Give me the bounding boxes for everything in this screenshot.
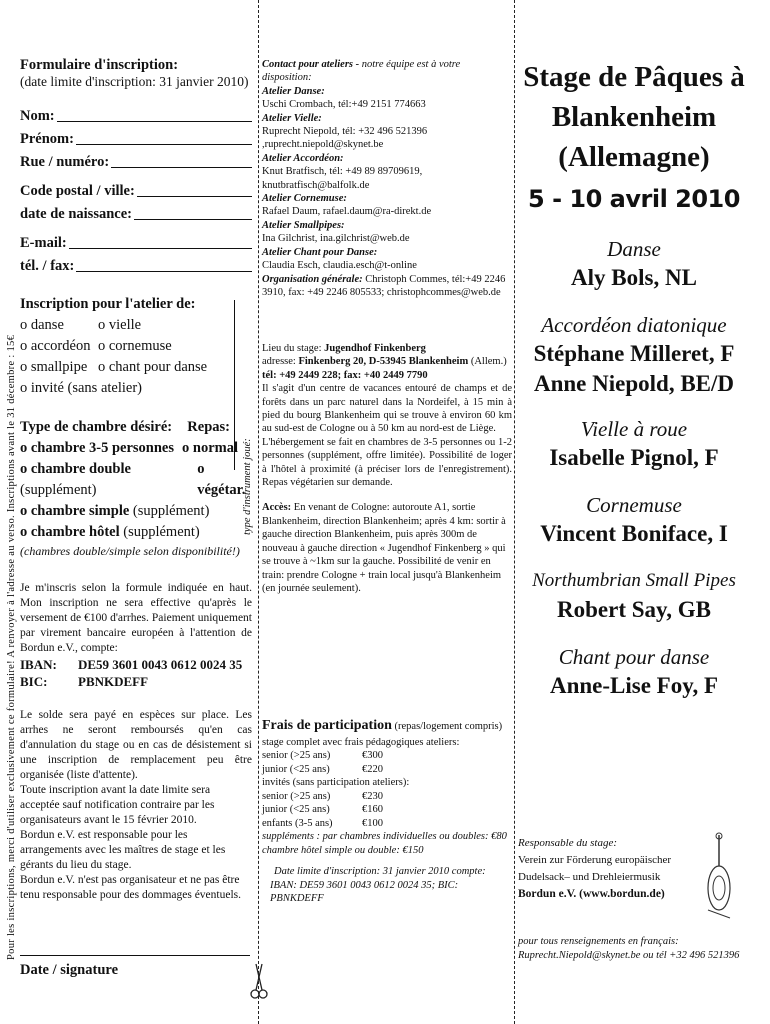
contact-text: Claudia Esch, claudia.esch@t-online [262, 260, 417, 272]
room-option[interactable]: o chambre simple (supplément) [20, 503, 210, 519]
fee-row: senior (>25 ans) €300 [262, 750, 383, 762]
venue-name: Lieu du stage: Jugendhof Finkenberg [262, 343, 426, 354]
margin-vertical-text: Pour les inscriptions, merci d'utiliser exclusivement ce formulaire! A renvoyer à l'adresse au verso. Inscriptions avant le 31 décembre : 15€ [6, 334, 17, 960]
venue-description: Il s'agit d'un centre de vacances entouré de champs et de forêts dans un parc naturel dans la Nordeifel, à 15 min à pied du bourg Blankenheim qui se trouve à environ 60 km au sud-est de Cologne ou à 50 km au nord-est de Liège. [262, 383, 512, 435]
room-option[interactable]: o chambre double (supplément) [20, 461, 131, 498]
organizer-line: Dudelsack– und Drehleiermusik [518, 871, 661, 883]
workshop [518, 311, 750, 399]
meal-heading: Repas: [187, 419, 230, 435]
fee-row: junior (<25 ans) €220 [262, 763, 383, 775]
phone-fax-field[interactable]: tél. / fax: [20, 252, 252, 275]
venue-section [262, 342, 512, 595]
workshop-instrument: Vielle à roue [580, 417, 688, 441]
workshop-teacher: Vincent Boniface, I [540, 521, 728, 546]
workshop [518, 567, 750, 625]
venue-lodging: L'hébergement se fait en chambres de 3-5 personnes ou 1-2 personnes (supplément, offre limitée). Possibilité de loger à l'hôtel à proximité (à préciser lors de l'enregistrement). Repas végétarien sur demande. [262, 436, 512, 489]
room-heading: Type de chambre désiré: [20, 419, 173, 435]
info-contact: Ruprecht.Niepold@skynet.be ou tél +32 496 521396 [518, 950, 740, 961]
venue-phone: tél: +49 2449 228; fax: +40 2449 7790 [262, 369, 428, 381]
fold-line-left [258, 0, 259, 1024]
contact-label: Atelier Chant pour Danse: [262, 246, 378, 258]
workshop-teacher: Anne-Lise Foy, F [549, 673, 719, 698]
room-row [20, 459, 252, 501]
payment-paragraph: Je m'inscris selon la formule indiquée en haut. Mon inscription ne sera effective qu'après le versement de €100 d'arrhes. Paiement uniquement par virement bancaire européen à l'attention de Bordun e.V., compte: [20, 582, 252, 654]
contacts-intro: Contact pour ateliers - notre équipe est à votre disposition: [262, 59, 461, 84]
event-title-line: Stage de Pâques à [523, 61, 745, 93]
iban-value: DE59 3601 0043 0612 0024 35 [78, 657, 243, 672]
atelier-row [20, 336, 252, 357]
postcode-city-field[interactable]: Code postal / ville: [20, 177, 252, 200]
balance-paragraph: Le solde sera payé en espèces sur place. Les arrhes ne seront remboursés qu'en cas d'annulation du stage ou en cas de désistement si une inscription de remplacement peu être organisée (liste d'attente). [20, 709, 252, 781]
atelier-option-vielle[interactable]: o vielle [98, 317, 142, 333]
atelier-option-smallpipe[interactable]: o smallpipe [20, 359, 88, 375]
room-row [20, 522, 252, 543]
meal-option-normal[interactable]: o normal [182, 440, 238, 456]
contact-label: Atelier Accordéon: [262, 152, 344, 164]
fees-section [262, 716, 512, 905]
event-title-line: Blankenheim [551, 101, 717, 133]
workshop-instrument: Chant pour danse [558, 645, 710, 669]
acceptance-paragraph: Toute inscription avant la date limite sera acceptée sauf notification contraire par les organisateurs avant le 15 février 2010. [20, 784, 215, 826]
contact-text: Uschi Crombach, tél:+49 2151 774663 [262, 99, 426, 111]
workshop [518, 235, 750, 293]
contact-label: Atelier Cornemuse: [262, 193, 347, 205]
organizer-block [518, 836, 708, 901]
atelier-option-accordeon[interactable]: o accordéon [20, 338, 91, 354]
firstname-field[interactable]: Prénom: [20, 125, 252, 148]
workshop-instrument: Cornemuse [586, 493, 682, 517]
contact-text: Ina Gilchrist, ina.gilchrist@web.de [262, 233, 410, 245]
atelier-row [20, 315, 252, 336]
atelier-row [20, 357, 252, 378]
scissors-icon [249, 960, 269, 1000]
room-row [20, 501, 252, 522]
workshop-instrument: Danse [607, 237, 661, 261]
event-dates: 5 - 10 avril 2010 [528, 185, 740, 213]
room-note: (chambres double/simple selon disponibilité!) [20, 544, 240, 558]
info-label: pour tous renseignements en français: [518, 936, 679, 947]
workshop-teacher: Stéphane Milleret, F [533, 341, 735, 366]
workshop-teacher: Anne Niepold, BE/D [533, 371, 734, 396]
contact-label: Atelier Danse: [262, 85, 325, 97]
organizer-label: Responsable du stage: [518, 837, 617, 849]
fees-sub-full: stage complet avec frais pédagogiques ateliers: [262, 737, 460, 748]
contact-text: Ruprecht Niepold, tél: +32 496 521396 ,ruprecht.niepold@skynet.be [262, 126, 428, 151]
workshop [518, 491, 750, 549]
fees-deadline: Date limite d'inscription: 31 janvier 2010 compte: [274, 866, 486, 878]
meal-option-vegetarian[interactable]: o végétar. [197, 461, 246, 498]
email-field[interactable]: E-mail: [20, 229, 252, 252]
workshop-teacher: Aly Bols, NL [571, 265, 697, 290]
contact-label: Atelier Smallpipes: [262, 219, 345, 231]
name-field[interactable]: Nom: [20, 102, 252, 125]
atelier-row [20, 378, 252, 399]
venue-address: adresse: Finkenberg 20, D-53945 Blankenheim (Allem.) [262, 356, 507, 368]
room-row [20, 438, 252, 459]
fees-iban: IBAN: DE59 3601 0043 0612 0024 35; BIC: PBNKDEFF [270, 879, 459, 904]
street-field[interactable]: Rue / numéro: [20, 148, 252, 171]
fee-row: enfants (3-5 ans) €100 [262, 817, 383, 829]
workshop [518, 643, 750, 701]
organizer-name: Bordun e.V. (www.bordun.de) [518, 888, 665, 900]
atelier-heading: Inscription pour l'atelier de: [20, 296, 196, 312]
contact-text: Knut Bratfisch, tél: +49 89 89709619, knutbratfisch@balfolk.de [262, 166, 423, 191]
info-block [518, 935, 758, 963]
fees-supplement: suppléments : par chambres individuelles ou doubles: €80 [262, 831, 507, 843]
fees-heading-row: Frais de participation (repas/logement compris) [262, 718, 503, 733]
event-title-line: (Allemagne) [558, 141, 710, 173]
fees-heading: Frais de participation [262, 718, 392, 733]
instrument-played-label: type d'instrument joué: [242, 438, 253, 535]
responsibility-paragraph: Bordun e.V. est responsable pour les arrangements avec les maîtres de stage et les gérants du lieu du stage. [20, 829, 226, 871]
room-option[interactable]: o chambre hôtel (supplément) [20, 524, 200, 540]
workshop-teacher: Robert Say, GB [557, 597, 711, 622]
fees-sub-guests: invités (sans participation ateliers): [262, 777, 410, 789]
form-heading: Formulaire d'inscription: [20, 57, 179, 73]
form-deadline: (date limite d'inscription: 31 janvier 2010) [20, 74, 249, 89]
atelier-option-chant[interactable]: o chant pour danse [98, 359, 208, 375]
atelier-option-cornemuse[interactable]: o cornemuse [98, 338, 172, 354]
organizer-line: Verein zur Förderung europäischer [518, 854, 672, 866]
atelier-option-invite[interactable]: o invité (sans atelier) [20, 380, 142, 396]
workshop-instrument: Northumbrian Small Pipes [532, 570, 736, 591]
room-option[interactable]: o chambre 3-5 personnes [20, 440, 174, 456]
general-organisation: Organisation générale: Christoph Commes, tél:+49 2246 3910, fax: +49 2246 805533; christophcommes@web.de [262, 273, 506, 298]
iban-row: IBAN: DE59 3601 0043 0612 0024 35 [20, 657, 243, 672]
contact-text: Rafael Daum, rafael.daum@ra-direkt.de [262, 206, 432, 218]
event-panel [518, 57, 750, 701]
fold-line-right [514, 0, 515, 1024]
signature-line[interactable] [20, 955, 250, 956]
bic-row: BIC: PBNKDEFF [20, 674, 149, 689]
workshop [518, 415, 750, 473]
contact-label: Atelier Vielle: [262, 112, 322, 124]
fee-row: senior (>25 ans) €230 [262, 790, 383, 802]
atelier-option-danse[interactable]: o danse [20, 317, 64, 333]
birthdate-field[interactable]: date de naissance: [20, 200, 252, 223]
fee-row: junior (<25 ans) €160 [262, 804, 383, 816]
room-meal-header [20, 417, 252, 438]
workshop-instrument: Accordéon diatonique [541, 313, 727, 337]
liability-paragraph: Bordun e.V. n'est pas organisateur et ne pas être tenu responsable pour des dommages éventuels. [20, 874, 241, 901]
registration-form [20, 56, 252, 903]
workshop-teacher: Isabelle Pignol, F [549, 445, 719, 470]
bic-value: PBNKDEFF [78, 674, 149, 689]
fees-hotel: chambre hôtel simple ou double: €150 [262, 844, 424, 856]
signature-label: Date / signature [20, 962, 119, 978]
contacts-section [262, 58, 512, 299]
venue-access: Accès: En venant de Cologne: autoroute A1, sortie Blankenheim, direction Blankenheim; après 4 km: sortir à gauche direction Blankenheim, puis après 300m de nouveau à gauche direction « Jugendhof Finkenberg » qui se trouve à ~1km sur la gauche. Possibilité de venir en train: prendre Cologne + train local jusqu'à Blankenheim (en journée seulement). [262, 502, 506, 594]
